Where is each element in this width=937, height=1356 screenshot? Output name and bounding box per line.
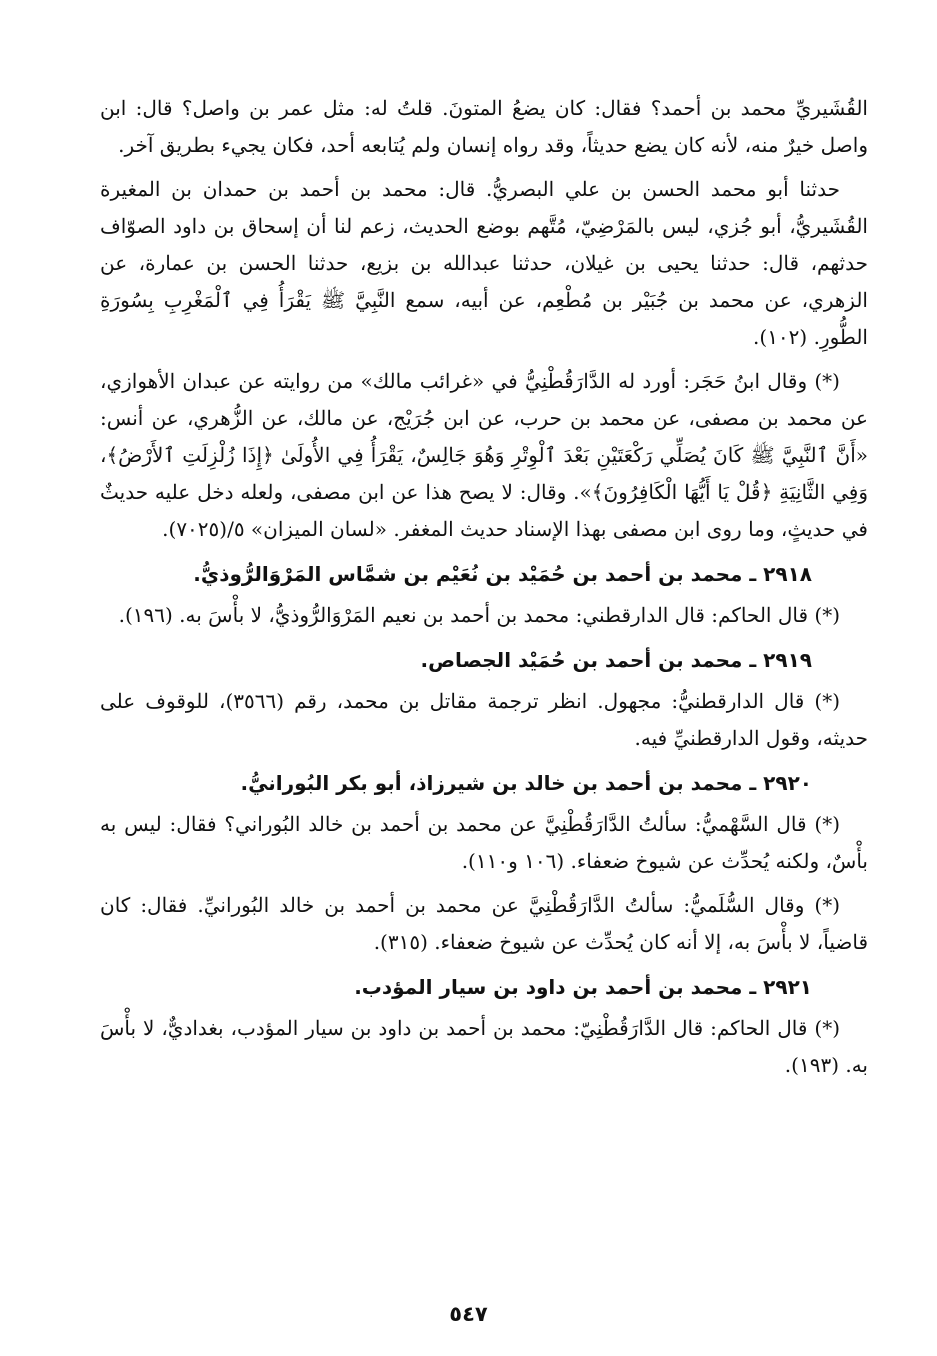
entry-title: ٢٩٢٠ ـ محمد بن أحمد بن خالد بن شيرزاذ، أبو بكر البُورانيُّ. (240, 771, 812, 795)
paragraph: (*) وقال ابنُ حَجَر: أورد له الدَّارَقُطْنِيُّ في «غرائب مالك» من روايته عن عبدان الأهوازي، عن محمد بن مصفى، عن محمد بن حرب، عن ابن جُرَيْج، عن مالك، عن الزُّهري، عن أنس: «أَنَّ ٱلنَّبِيَّ ﷺ كَانَ يُصَلِّي رَكْعَتَيْنِ بَعْدَ ٱلْوِتْرِ وَهُوَ جَالِسٌ، يَقْرَأُ فِي الأُولَىٰ ﴿إِذَا زُلْزِلَتِ ٱلأَرْضُ﴾، وَفِي الثَّانِيَةِ ﴿قُلْ يَا أَيُّهَا الْكَافِرُونَ﴾». وقال: لا يصح هذا عن ابن مصفى، ولعله دخل عليه حديثٌ في حديثٍ، وما روى ابن مصفى بهذا الإسناد حديث المغفر. «لسان الميزان» ٥/(٧٠٢٥). (100, 369, 868, 541)
paragraph: (*) قال الحاكم: قال الدَّارَقُطْنِيّ: محمد بن أحمد بن داود بن سيار المؤدب، بغداديٌّ، لا بأْسَ به. (١٩٣). (100, 1016, 868, 1077)
paragraph: (*) وقال السُّلَميُّ: سألتُ الدَّارَقُطْنِيَّ عن محمد بن أحمد بن خالد البُورانيِّ. فقال: كان قاضياً، لا بأْسَ به، إلا أنه كان يُحدِّث عن شيوخ ضعفاء. (٣١٥). (100, 893, 868, 954)
paragraph: القُشَيريِّ محمد بن أحمد؟ فقال: كان يضعُ المتونَ. قلتُ له: مثل عمر بن واصل؟ قال: ابن واصل خيرٌ منه، لأنه كان يضع حديثاً، وقد رواه إنسان ولم يُتابعه أحد، فكان يجيء بطريق آخر. (100, 96, 868, 157)
page-number: ٥٤٧ (449, 1302, 488, 1326)
entry-title: ٢٩١٨ ـ محمد بن أحمد بن حُمَيْد بن نُعَيْم بن شمَّاس المَرْوَالرُّوذيُّ. (193, 562, 812, 586)
page-body (100, 90, 868, 1091)
paragraph: (*) قال السَّهْميُّ: سألتُ الدَّارَقُطْنِيَّ عن محمد بن أحمد بن خالد البُوراني؟ فقال: ليس به بأْسٌ، ولكنه يُحدِّث عن شيوخ ضعفاء. (١٠٦ و١١٠). (100, 812, 868, 873)
paragraph: حدثنا أبو محمد الحسن بن علي البصريُّ. قال: محمد بن أحمد بن حمدان بن المغيرة القُشَيريُّ، أبو جُزي، ليس بالمَرْضِيّ، مُتَّهم بوضع الحديث، زعم لنا أن إسحاق بن داود الصوّاف حدثهم، قال: حدثنا يحيى بن غيلان، حدثنا عبدالله بن بزيع، حدثنا الحسن بن عمارة، عن الزهري، عن محمد بن جُبَيْر بن مُطْعِم، عن أبيه، سمع النَّبِيَّ ﷺ يَقْرَأُ فِي ٱلْمَغْرِبِ بِسُورَةِ الطُّورِ. (١٠٢). (100, 177, 868, 349)
entry-title: ٢٩١٩ ـ محمد بن أحمد بن حُمَيْد الجصاص. (420, 648, 812, 672)
entry-title: ٢٩٢١ ـ محمد بن أحمد بن داود بن سيار المؤدب. (354, 975, 812, 999)
paragraph: (*) قال الحاكم: قال الدارقطني: محمد بن أحمد بن نعيم المَرْوَالرُّوذيُّ، لا بأْسَ به. (١٩٦). (118, 603, 840, 627)
paragraph: (*) قال الدارقطنيُّ: مجهول. انظر ترجمة مقاتل بن محمد، رقم (٣٥٦٦)، للوقوف على حديثه، وقول الدارقطنيِّ فيه. (100, 689, 868, 750)
